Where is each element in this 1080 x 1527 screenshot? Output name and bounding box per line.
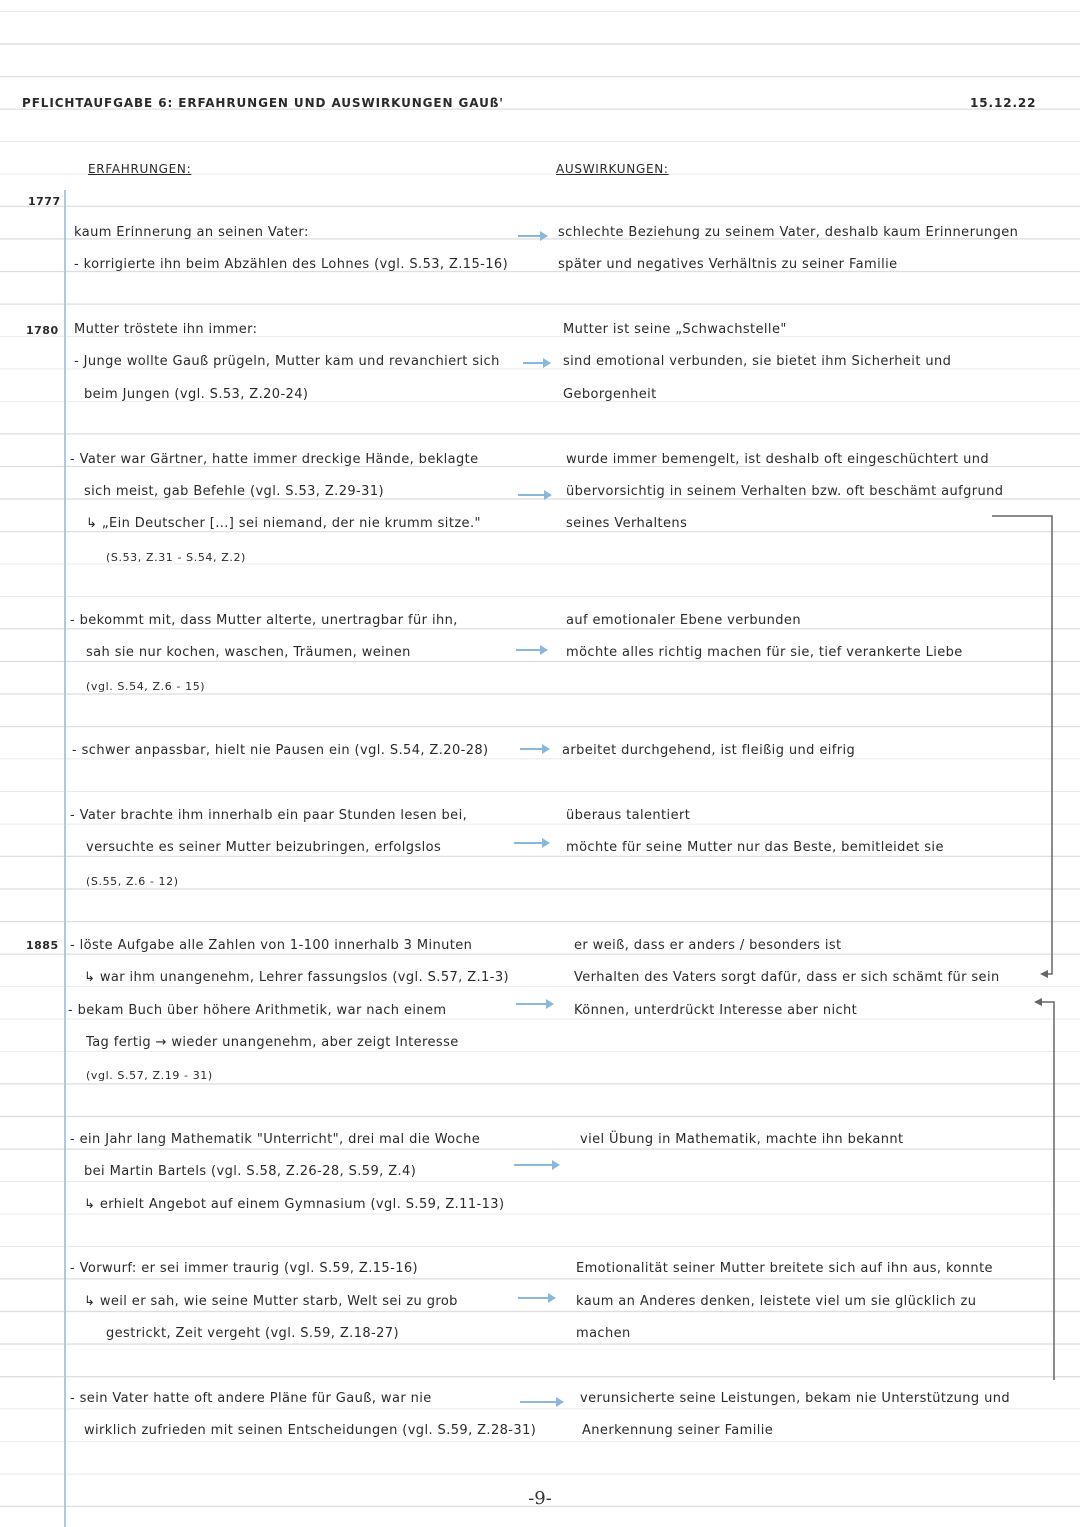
page-number: -9- xyxy=(528,1488,552,1509)
effect-line: schlechte Beziehung zu seinem Vater, deshalb kaum Erinnerungen xyxy=(558,225,1019,240)
connector-bracket-lower xyxy=(1034,998,1054,1380)
page-title: PFLICHTAUFGABE 6: ERFAHRUNGEN UND AUSWIRKUNGEN GAUß' xyxy=(22,96,504,110)
experience-line: wirklich zufrieden mit seinen Entscheidungen (vgl. S.59, Z.28-31) xyxy=(84,1423,537,1438)
column-heading-erfahrungen: ERFAHRUNGEN: xyxy=(88,162,192,176)
experience-line: - Vater brachte ihm innerhalb ein paar Stunden lesen bei, xyxy=(70,808,468,823)
experience-line: (S.53, Z.31 - S.54, Z.2) xyxy=(106,551,246,564)
experience-line: Tag fertig → wieder unangenehm, aber zeigt Interesse xyxy=(86,1035,459,1050)
effect-line: möchte für seine Mutter nur das Beste, bemitleidet sie xyxy=(566,840,944,855)
experience-line: - löste Aufgabe alle Zahlen von 1-100 innerhalb 3 Minuten xyxy=(70,938,473,953)
effect-line: seines Verhaltens xyxy=(566,516,688,531)
effect-line: auf emotionaler Ebene verbunden xyxy=(566,613,801,628)
experience-line: - Vorwurf: er sei immer traurig (vgl. S.59, Z.15-16) xyxy=(70,1261,419,1276)
column-heading-auswirkungen: AUSWIRKUNGEN: xyxy=(556,162,669,176)
effect-line: Mutter ist seine „Schwachstelle" xyxy=(563,322,787,337)
experience-line: (S.55, Z.6 - 12) xyxy=(86,875,179,888)
effect-line: wurde immer bemengelt, ist deshalb oft eingeschüchtert und xyxy=(566,452,990,467)
experience-line: sah sie nur kochen, waschen, Träumen, weinen xyxy=(86,645,411,660)
effect-line: Anerkennung seiner Familie xyxy=(582,1423,774,1438)
effect-line: kaum an Anderes denken, leistete viel um sie glücklich zu xyxy=(576,1294,977,1309)
effect-line: Verhalten des Vaters sorgt dafür, dass er sich schämt für sein xyxy=(574,970,1000,985)
effect-line: viel Übung in Mathematik, machte ihn bekannt xyxy=(580,1132,904,1147)
experience-line: ↳ war ihm unangenehm, Lehrer fassungslos (vgl. S.57, Z.1-3) xyxy=(84,970,509,985)
experience-line: - korrigierte ihn beim Abzählen des Lohnes (vgl. S.53, Z.15-16) xyxy=(74,257,509,272)
connector-bracket-upper xyxy=(992,516,1052,978)
effect-line: machen xyxy=(576,1326,631,1341)
experience-line: - Junge wollte Gauß prügeln, Mutter kam und revanchiert sich xyxy=(74,354,500,369)
effect-line: verunsicherte seine Leistungen, bekam nie Unterstützung und xyxy=(580,1391,1011,1406)
experience-line: ↳ weil er sah, wie seine Mutter starb, Welt sei zu grob xyxy=(84,1294,458,1309)
effect-line: Können, unterdrückt Interesse aber nicht xyxy=(574,1003,858,1018)
experience-line: Mutter tröstete ihn immer: xyxy=(74,322,258,337)
experience-line: (vgl. S.57, Z.19 - 31) xyxy=(86,1069,213,1082)
effect-line: möchte alles richtig machen für sie, tief verankerte Liebe xyxy=(566,645,963,660)
year-1885: 1885 xyxy=(26,939,59,952)
effect-line: überaus talentiert xyxy=(566,808,691,823)
effect-line: Emotionalität seiner Mutter breitete sich auf ihn aus, konnte xyxy=(576,1261,993,1276)
experience-line: kaum Erinnerung an seinen Vater: xyxy=(74,225,309,240)
effect-line: übervorsichtig in seinem Verhalten bzw. oft beschämt aufgrund xyxy=(566,484,1004,499)
experience-line: - schwer anpassbar, hielt nie Pausen ein (vgl. S.54, Z.20-28) xyxy=(72,743,489,758)
year-1777: 1777 xyxy=(28,195,61,208)
quote-line: ↳ „Ein Deutscher [...] sei niemand, der nie krumm sitze." xyxy=(86,516,481,531)
effect-line: sind emotional verbunden, sie bietet ihm Sicherheit und xyxy=(563,354,952,369)
experience-line: - bekam Buch über höhere Arithmetik, war nach einem xyxy=(68,1003,447,1018)
experience-line: sich meist, gab Befehle (vgl. S.53, Z.29-31) xyxy=(84,484,384,499)
experience-line: beim Jungen (vgl. S.53, Z.20-24) xyxy=(84,387,309,402)
effect-line: Geborgenheit xyxy=(563,387,657,402)
experience-line: versuchte es seiner Mutter beizubringen, erfolgslos xyxy=(86,840,442,855)
effect-line: er weiß, dass er anders / besonders ist xyxy=(574,938,842,953)
experience-line: ↳ erhielt Angebot auf einem Gymnasium (vgl. S.59, Z.11-13) xyxy=(84,1197,505,1212)
experience-line: bei Martin Bartels (vgl. S.58, Z.26-28, S.59, Z.4) xyxy=(84,1164,417,1179)
page-date: 15.12.22 xyxy=(970,96,1037,110)
experience-line: - sein Vater hatte oft andere Pläne für Gauß, war nie xyxy=(70,1391,432,1406)
experience-line: - ein Jahr lang Mathematik "Unterricht", drei mal die Woche xyxy=(70,1132,481,1147)
experience-line: - Vater war Gärtner, hatte immer dreckige Hände, beklagte xyxy=(70,452,479,467)
effect-line: arbeitet durchgehend, ist fleißig und eifrig xyxy=(562,743,856,758)
experience-line: - bekommt mit, dass Mutter alterte, unertragbar für ihn, xyxy=(70,613,458,628)
effect-line: später und negatives Verhältnis zu seiner Familie xyxy=(558,257,898,272)
experience-line: (vgl. S.54, Z.6 - 15) xyxy=(86,680,206,693)
experience-line: gestrickt, Zeit vergeht (vgl. S.59, Z.18-27) xyxy=(106,1326,399,1341)
year-1780: 1780 xyxy=(26,324,59,337)
